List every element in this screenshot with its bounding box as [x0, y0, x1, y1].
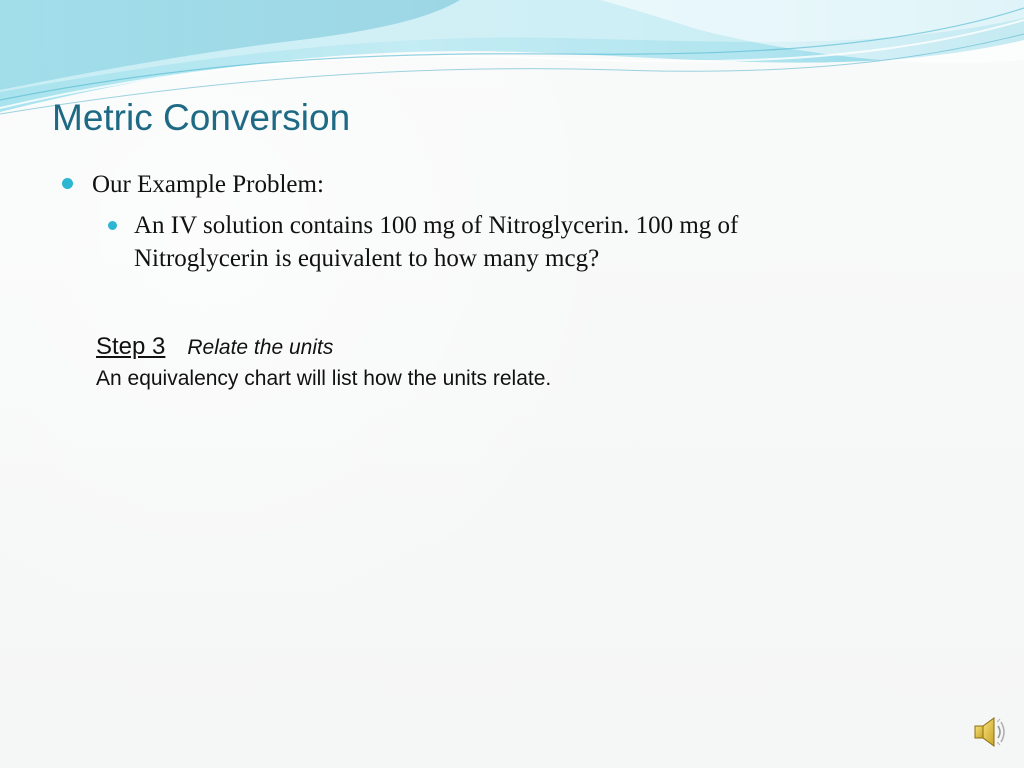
sub-bullet-dot-icon [108, 221, 117, 230]
step-title: Relate the units [187, 336, 334, 359]
step-label: Step 3 [96, 333, 166, 360]
speaker-icon[interactable] [970, 712, 1010, 752]
slide-title: Metric Conversion [52, 97, 351, 138]
bullet-dot-icon [62, 178, 73, 189]
step-description: An equivalency chart will list how the units relate. [96, 367, 552, 390]
bullet-item: Our Example Problem: [92, 171, 324, 198]
step-block [96, 333, 551, 391]
sub-bullet-item: An IV solution contains 100 mg of Nitroglycerin. 100 mg of Nitroglycerin is equivalent to how many mcg? [134, 212, 739, 273]
